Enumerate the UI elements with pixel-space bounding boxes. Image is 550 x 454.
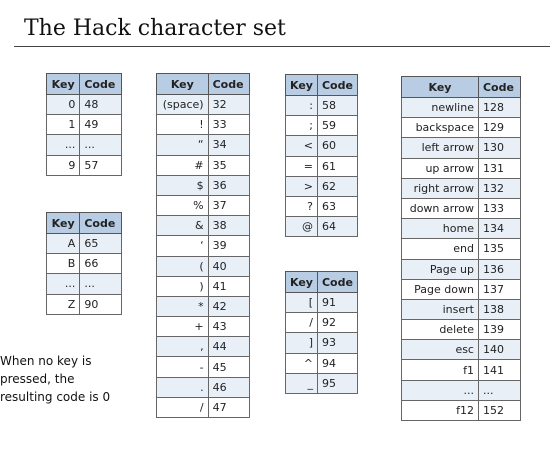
table-row — [157, 296, 250, 316]
table-row — [286, 373, 358, 393]
key-cell: left arrow — [402, 138, 479, 158]
code-cell: 62 — [317, 176, 357, 196]
code-cell: 65 — [80, 234, 122, 254]
table-row — [402, 320, 521, 340]
key-cell: ] — [286, 333, 318, 353]
key-column-header: Key — [157, 74, 209, 95]
table-row — [157, 397, 250, 417]
table-row — [286, 116, 358, 136]
table-row — [47, 274, 122, 294]
code-cell: 45 — [208, 357, 249, 377]
code-cell: 133 — [478, 198, 520, 218]
code-cell: 34 — [208, 135, 249, 155]
key-cell: Page up — [402, 259, 479, 279]
key-cell: A — [47, 234, 80, 254]
table-row — [402, 400, 521, 420]
key-cell: / — [157, 397, 209, 417]
key-cell: newline — [402, 98, 479, 118]
key-cell: = — [286, 156, 318, 176]
code-cell: 61 — [317, 156, 357, 176]
key-cell: _ — [286, 373, 318, 393]
key-cell: right arrow — [402, 178, 479, 198]
code-cell: 47 — [208, 397, 249, 417]
table-row — [157, 195, 250, 215]
table-row — [157, 337, 250, 357]
table-header-row — [47, 213, 122, 234]
title-divider — [14, 46, 550, 47]
key-cell: 0 — [47, 95, 80, 115]
code-cell: 44 — [208, 337, 249, 357]
code-cell: 33 — [208, 115, 249, 135]
key-cell: / — [286, 313, 318, 333]
key-cell: Page down — [402, 279, 479, 299]
table-row — [286, 136, 358, 156]
table-row — [157, 357, 250, 377]
code-cell: 136 — [478, 259, 520, 279]
key-column-header: Key — [47, 213, 80, 234]
key-cell: @ — [286, 217, 318, 237]
code-cell: ... — [80, 135, 122, 155]
table-row — [402, 380, 521, 400]
key-cell: > — [286, 176, 318, 196]
table-header-row — [286, 75, 358, 96]
symbols-table — [285, 74, 358, 237]
key-cell: ) — [157, 276, 209, 296]
table-row — [286, 196, 358, 216]
brackets-table — [285, 271, 358, 394]
code-cell: 35 — [208, 155, 249, 175]
table-row — [47, 254, 122, 274]
key-cell: ( — [157, 256, 209, 276]
table-header-row — [286, 272, 358, 293]
table-row — [286, 353, 358, 373]
table-row — [402, 178, 521, 198]
code-cell: 59 — [317, 116, 357, 136]
table-row — [157, 236, 250, 256]
table-row — [157, 377, 250, 397]
key-column-header: Key — [402, 77, 479, 98]
code-cell: 139 — [478, 320, 520, 340]
code-cell: 63 — [317, 196, 357, 216]
table-row — [157, 216, 250, 236]
code-cell: 128 — [478, 98, 520, 118]
key-cell: esc — [402, 340, 479, 360]
key-cell: < — [286, 136, 318, 156]
table-row — [286, 293, 358, 313]
code-cell: 131 — [478, 158, 520, 178]
table-header-row — [47, 74, 122, 95]
key-cell: % — [157, 195, 209, 215]
key-cell: ... — [47, 135, 80, 155]
code-cell: 58 — [317, 96, 357, 116]
code-cell: 93 — [317, 333, 357, 353]
code-column-header: Code — [317, 75, 357, 96]
code-cell: 135 — [478, 239, 520, 259]
code-cell: 36 — [208, 175, 249, 195]
table-row — [402, 219, 521, 239]
code-cell: 38 — [208, 216, 249, 236]
table-row — [402, 340, 521, 360]
code-cell: 40 — [208, 256, 249, 276]
key-cell: ; — [286, 116, 318, 136]
table-row — [286, 156, 358, 176]
code-column-header: Code — [80, 74, 122, 95]
digits-table — [46, 73, 122, 176]
table-row — [157, 115, 250, 135]
code-column-header: Code — [478, 77, 520, 98]
code-cell: 42 — [208, 296, 249, 316]
code-cell: 92 — [317, 313, 357, 333]
key-cell: insert — [402, 299, 479, 319]
key-cell: ! — [157, 115, 209, 135]
key-cell: [ — [286, 293, 318, 313]
code-cell: 94 — [317, 353, 357, 373]
page-title: The Hack character set — [24, 16, 286, 41]
table-row — [286, 96, 358, 116]
table-row — [157, 256, 250, 276]
code-cell: 91 — [317, 293, 357, 313]
code-cell: 141 — [478, 360, 520, 380]
key-cell: * — [157, 296, 209, 316]
table-row — [157, 95, 250, 115]
code-cell: 130 — [478, 138, 520, 158]
table-row — [157, 135, 250, 155]
code-cell: 37 — [208, 195, 249, 215]
table-row — [402, 158, 521, 178]
key-cell: home — [402, 219, 479, 239]
table-header-row — [402, 77, 521, 98]
code-cell: ... — [80, 274, 122, 294]
key-cell: (space) — [157, 95, 209, 115]
key-cell: 9 — [47, 155, 80, 175]
code-column-header: Code — [208, 74, 249, 95]
key-cell: , — [157, 337, 209, 357]
code-cell: 137 — [478, 279, 520, 299]
code-cell: 66 — [80, 254, 122, 274]
code-cell: 43 — [208, 317, 249, 337]
table-row — [157, 175, 250, 195]
table-row — [286, 217, 358, 237]
table-row — [402, 118, 521, 138]
code-cell: 39 — [208, 236, 249, 256]
key-cell: ‘ — [157, 236, 209, 256]
key-cell: & — [157, 216, 209, 236]
key-cell: B — [47, 254, 80, 274]
key-cell: delete — [402, 320, 479, 340]
key-cell: down arrow — [402, 198, 479, 218]
key-column-header: Key — [47, 74, 80, 95]
key-cell: backspace — [402, 118, 479, 138]
key-cell: end — [402, 239, 479, 259]
table-row — [402, 279, 521, 299]
table-row — [402, 138, 521, 158]
key-cell: # — [157, 155, 209, 175]
table-row — [47, 155, 122, 175]
key-cell: - — [157, 357, 209, 377]
code-cell: 46 — [208, 377, 249, 397]
no-key-note: When no key is pressed, the resulting code is 0 — [0, 354, 111, 404]
key-cell: $ — [157, 175, 209, 195]
key-cell: ? — [286, 196, 318, 216]
code-cell: 49 — [80, 115, 122, 135]
table-row — [402, 98, 521, 118]
code-cell: 48 — [80, 95, 122, 115]
code-cell: 152 — [478, 400, 520, 420]
key-cell: “ — [157, 135, 209, 155]
code-cell: 57 — [80, 155, 122, 175]
table-row — [402, 299, 521, 319]
table-row — [157, 155, 250, 175]
key-cell: Z — [47, 294, 80, 314]
code-column-header: Code — [80, 213, 122, 234]
key-cell: 1 — [47, 115, 80, 135]
code-cell: 132 — [478, 178, 520, 198]
key-cell: : — [286, 96, 318, 116]
code-cell: 64 — [317, 217, 357, 237]
code-cell: 140 — [478, 340, 520, 360]
key-cell: ... — [47, 274, 80, 294]
key-column-header: Key — [286, 75, 318, 96]
table-row — [402, 239, 521, 259]
key-cell: ^ — [286, 353, 318, 373]
key-cell: f12 — [402, 400, 479, 420]
table-row — [157, 276, 250, 296]
code-cell: 60 — [317, 136, 357, 156]
table-row — [47, 234, 122, 254]
table-row — [402, 259, 521, 279]
table-row — [47, 95, 122, 115]
table-row — [47, 135, 122, 155]
key-cell: f1 — [402, 360, 479, 380]
table-row — [286, 333, 358, 353]
table-row — [286, 176, 358, 196]
table-row — [286, 313, 358, 333]
special-keys-table — [401, 76, 521, 421]
key-cell: + — [157, 317, 209, 337]
key-cell: . — [157, 377, 209, 397]
key-cell: up arrow — [402, 158, 479, 178]
code-cell: 95 — [317, 373, 357, 393]
code-cell: 129 — [478, 118, 520, 138]
code-cell: 90 — [80, 294, 122, 314]
code-cell: ... — [478, 380, 520, 400]
code-cell: 32 — [208, 95, 249, 115]
key-column-header: Key — [286, 272, 318, 293]
code-cell: 41 — [208, 276, 249, 296]
table-row — [402, 360, 521, 380]
punctuation-table — [156, 73, 250, 418]
table-header-row — [157, 74, 250, 95]
table-row — [402, 198, 521, 218]
table-row — [157, 317, 250, 337]
uppercase-letters-table — [46, 212, 122, 315]
table-row — [47, 115, 122, 135]
code-cell: 134 — [478, 219, 520, 239]
code-cell: 138 — [478, 299, 520, 319]
code-column-header: Code — [317, 272, 357, 293]
key-cell: ... — [402, 380, 479, 400]
table-row — [47, 294, 122, 314]
